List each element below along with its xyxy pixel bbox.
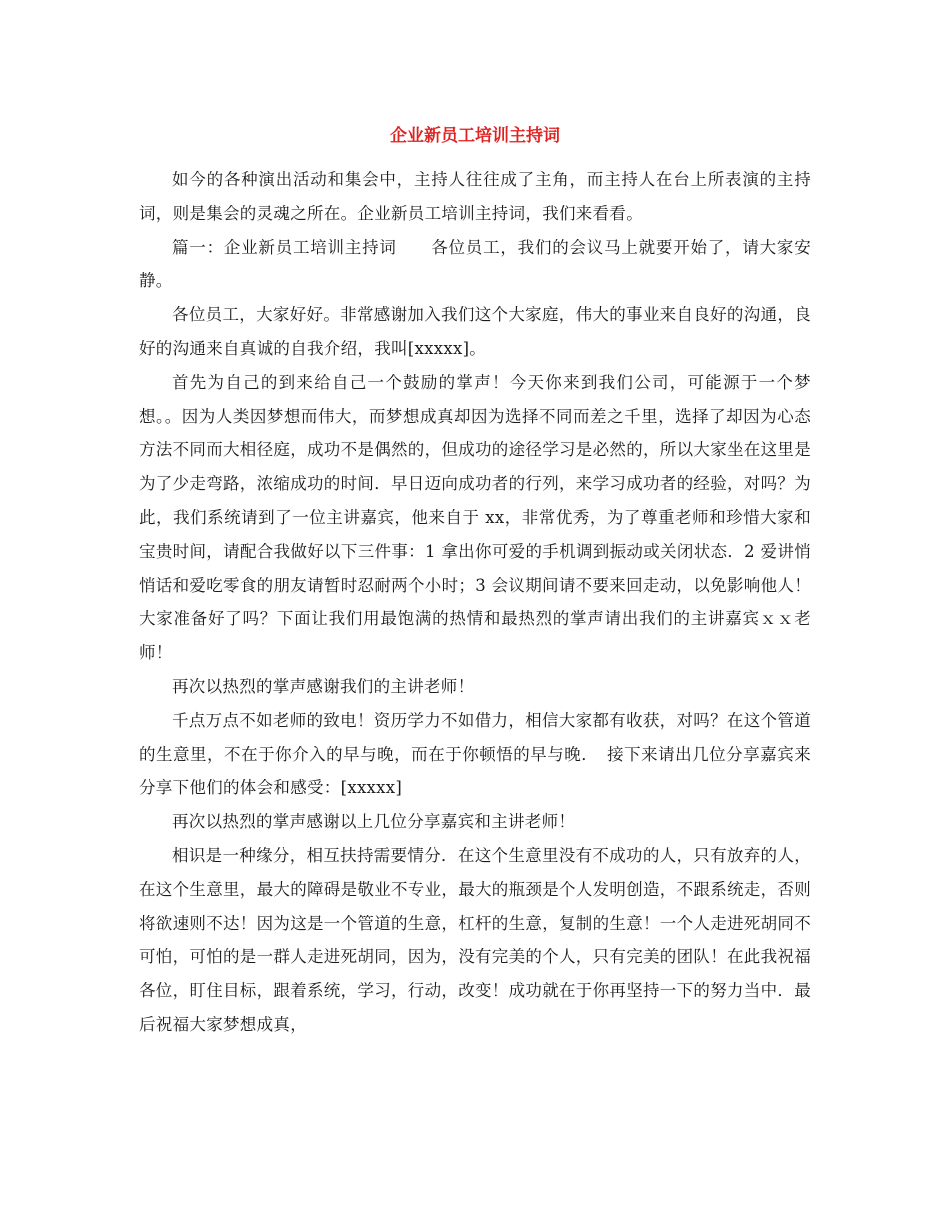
paragraph-closing: 相识是一种缘分，相互扶持需要情分．在这个生意里没有不成功的人，只有放弃的人，在这个生意里，最大的障碍是敬业不专业，最大的瓶颈是个人发明创造，不跟系统走，否则将欲速则不达！因为这是一个管道的生意，杠杆的生意，复制的生意！一个人走进死胡同不可怕，可怕的是一群人走进死胡同，因为，没有完美的个人，只有完美的团队！在此我祝福各位，盯住目标，跟着系统，学习，行动，改变！成功就在于你再坚持一下的努力当中．最后祝福大家梦想成真，: [139, 845, 811, 1034]
paragraph-thanks-guests: 再次以热烈的掌声感谢以上几位分享嘉宾和主讲老师！: [172, 812, 576, 832]
paragraph-intro: 如今的各种演出活动和集会中，主持人往往成了主角，而主持人在台上所表演的主持词，则是集会的灵魂之所在。企业新员工培训主持词，我们来看看。: [139, 170, 811, 223]
paragraph-share-guests: 千点万点不如老师的致电！资历学力不如借力，相信大家都有收获，对吗？在这个管道的生意里，不在于你介入的早与晚，而在于你顿悟的早与晚． 接下来请出几位分享嘉宾来分享下他们的体会和感受：[xxxxx]: [139, 710, 811, 798]
document-body: [139, 163, 811, 1042]
paragraph-part-one: 篇一：企业新员工培训主持词 各位员工，我们的会议马上就要开始了，请大家安静。: [139, 237, 811, 291]
paragraph-thanks-speaker: 再次以热烈的掌声感谢我们的主讲老师！: [172, 676, 475, 696]
paragraph-greeting: 各位员工，大家好好。非常感谢加入我们这个大家庭，伟大的事业来自良好的沟通，良好的沟通来自真诚的自我介绍，我叫[xxxxx]。: [139, 305, 811, 358]
paragraph-introduce-speaker: 首先为自己的到来给自己一个鼓励的掌声！今天你来到我们公司，可能源于一个梦想。。因为人类因梦想而伟大，而梦想成真却因为选择不同而差之千里，选择了却因为心态方法不同而大相径庭，成功不是偶然的，但成功的途径学习是必然的，所以大家坐在这里是为了少走弯路，浓缩成功的时间．早日迈向成功者的行列，来学习成功者的经验，对吗？为此，我们系统请到了一位主讲嘉宾，他来自于 xx，非常优秀，为了尊重老师和珍惜大家和宝贵时间，请配合我做好以下三件事：1 拿出你可爱的手机调到振动或关闭状态．2 爱讲悄悄话和爱吃零食的朋友请暂时忍耐两个小时；3 会议期间请不要来回走动，以免影响他人！大家准备好了吗？下面让我们用最饱满的热情和最热烈的掌声请出我们的主讲嘉宾ｘｘ老师！: [139, 372, 811, 663]
document-title: 企业新员工培训主持词: [390, 126, 560, 146]
